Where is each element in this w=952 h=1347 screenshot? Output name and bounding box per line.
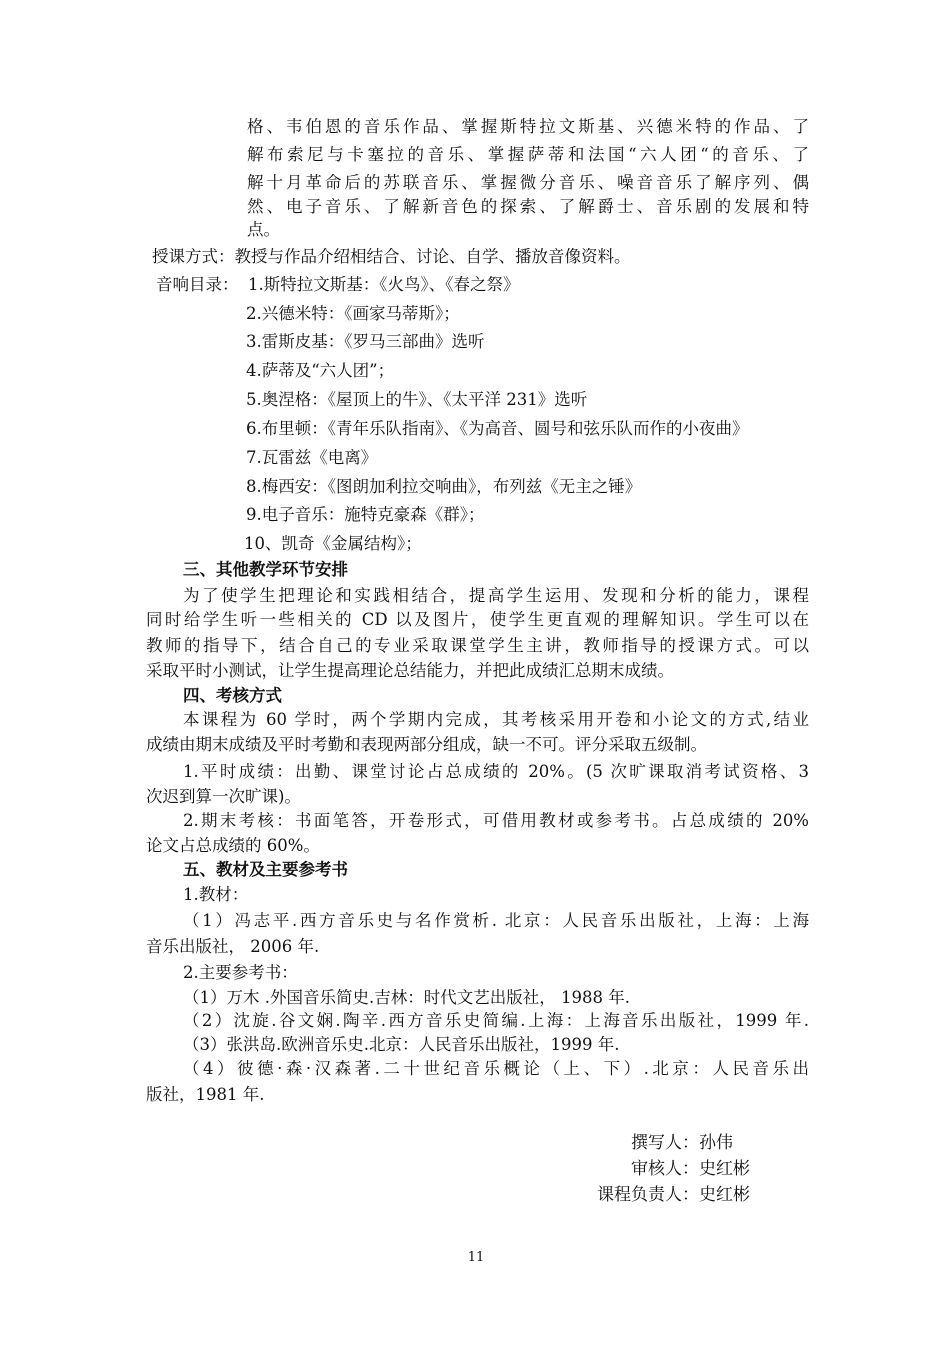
reference-line: （4）彼德·森·汉森著.二十世纪音乐概论（上、下）.北京：人民音乐出 [183,1059,809,1078]
section-heading: 五、教材及主要参考书 [183,860,348,879]
reference-line: （1）万木 .外国音乐简史.吉林：时代文艺出版社， 1988 年. [183,988,630,1007]
paragraph-line: 同时给学生听一些相关的 CD 以及图片，使学生更直观的理解知识。学生可以在 [146,610,809,629]
signature-writer: 撰写人：孙伟 [631,1133,733,1153]
audio-item: 6.布里顿：《青年乐队指南》、《为高音、圆号和弦乐队而作的小夜曲》 [246,419,749,438]
intro-line: 格、韦伯恩的音乐作品、掌握斯特拉文斯基、兴德米特的作品、了 [247,117,809,136]
paragraph-line: 本课程为 60 学时，两个学期内完成，其考核采用开卷和小论文的方式,结业 [183,710,809,729]
intro-line: 然、电子音乐、了解新音色的探索、了解爵士、音乐剧的发展和特 [247,197,809,216]
reference-line: （1）冯志平.西方音乐史与名作赏析. 北京：人民音乐出版社，上海：上海 [183,911,809,930]
reference-line: 音乐出版社， 2006 年. [146,937,320,956]
audio-item: 7.瓦雷兹《电离》 [246,448,378,467]
reference-line: （2）沈旋.谷文娴.陶辛.西方音乐史简编.上海：上海音乐出版社，1999 年. [183,1011,809,1030]
audio-label: 音响目录： [156,275,239,294]
section-heading: 四、考核方式 [183,686,282,705]
reference-line: 1.教材： [183,885,249,904]
intro-line: 解布索尼与卡塞拉的音乐、掌握萨蒂和法国“六人团“的音乐、了 [247,145,809,164]
audio-item: 1.斯特拉文斯基：《火鸟》、《春之祭》 [248,275,520,294]
page-number: 11 [467,1250,485,1265]
section-heading: 三、其他教学环节安排 [183,560,348,579]
audio-item: 3.雷斯皮基：《罗马三部曲》选听 [246,332,485,351]
reference-line: 2.主要参考书： [183,963,298,982]
signature-reviewer: 审核人：史红彬 [631,1159,750,1179]
paragraph-line: 教师的指导下，结合自己的专业采取课堂学生主讲，教师指导的授课方式。可以 [146,636,809,655]
audio-item: 4.萨蒂及“六人团”； [246,361,395,380]
teaching-method: 授课方式：教授与作品介绍相结合、讨论、自学、播放音像资料。 [152,247,631,266]
paragraph-line: 采取平时小测试，让学生提高理论总结能力，并把此成绩汇总期末成绩。 [146,661,674,680]
paragraph-line: 成绩由期末成绩及平时考勤和表现两部分组成，缺一不可。评分采取五级制。 [146,735,707,754]
paragraph-line: 论文占总成绩的 60%。 [146,836,320,855]
intro-line: 解十月革命后的苏联音乐、掌握微分音乐、噪音音乐了解序列、偶 [247,173,809,192]
audio-item: 10、凯奇《金属结构》； [244,534,422,553]
audio-item: 9.电子音乐：施特克豪森《群》； [246,505,485,524]
signature-course-lead: 课程负责人：史红彬 [597,1185,750,1205]
paragraph-line: 1.平时成绩：出勤、课堂讨论占总成绩的 20%。(5 次旷课取消考试资格、3 [183,762,809,781]
paragraph-line: 为了使学生把理论和实践相结合，提高学生运用、发现和分析的能力，课程 [183,586,809,605]
audio-item: 5.奥涅格：《屋顶上的牛》、《太平洋 231》选听 [246,390,588,409]
audio-item: 2.兴德米特：《画家马蒂斯》； [246,304,460,323]
paragraph-line: 次迟到算一次旷课)。 [146,787,301,806]
audio-item: 8.梅西安：《图朗加利拉交响曲》，布列兹《无主之锤》 [246,477,642,496]
intro-line: 点。 [247,220,280,239]
reference-line: 版社，1981 年. [146,1085,265,1104]
reference-line: （3）张洪岛.欧洲音乐史.北京：人民音乐出版社，1999 年. [183,1035,620,1054]
paragraph-line: 2.期末考核：书面笔答，开卷形式，可借用教材或参考书。占总成绩的 20% [183,811,809,830]
